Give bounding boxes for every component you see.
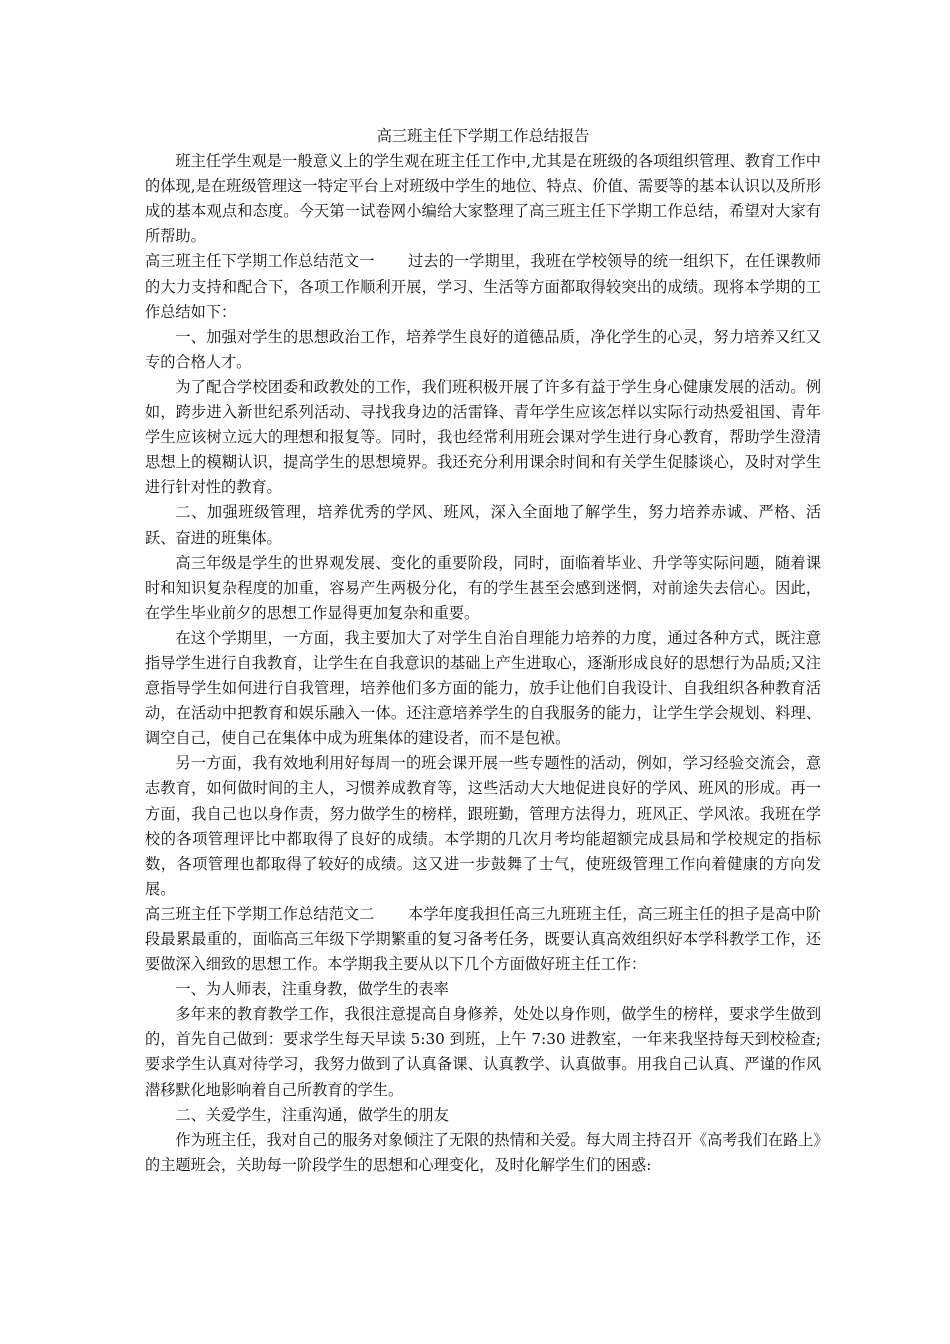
section-1-paragraph-1: 一、加强对学生的思想政治工作，培养学生良好的道德品质，净化学生的心灵，努力培养又红又专的合格人才。 bbox=[145, 327, 821, 371]
intro-paragraph: 班主任学生观是一般意义上的学生观在班主任工作中,尤其是在班级的各项组织管理、教育工作中的体现,是在班级管理这一特定平台上对班级中学生的地位、特点、价值、需要等的基本认识以及所形成的基本观点和态度。今天第一试卷网小编给大家整理了高三班主任下学期工作总结，希望对大家有所帮助。 bbox=[145, 152, 821, 246]
section-2-opening: 本学年度我担任高三九班班主任，高三班主任的担子是高中阶段最累最重的，面临高三年级下学期繁重的复习备考任务，既要认真高效组织好本学科教学工作，还要做深入细致的思想工作。本学期我主要从以下几个方面做好班主任工作： bbox=[145, 904, 822, 974]
section-2-lead bbox=[145, 902, 821, 977]
section-2-paragraph-1: 一、为人师表，注重身教，做学生的表率 bbox=[175, 980, 449, 999]
section-2-paragraph-4: 作为班主任，我对自己的服务对象倾注了无限的热情和关爱。每大周主持召开《高考我们在路上》的主题班会，关助每一阶段学生的思想和心理变化，及时化解学生们的困惑: bbox=[145, 1130, 821, 1174]
section-1-lead bbox=[145, 249, 821, 324]
section-2-paragraph-2: 多年来的教育教学工作，我很注意提高自身修养，处处以身作则，做学生的榜样，要求学生做到的，首先自己做到：要求学生每天早读 5:30 到班，上午 7:30 进教室，一年来我坚持每天到校检查;要求学生认真对待学习，我努力做到了认真备课、认真教学、认真做事。用我自己认真、严谨的作风潜移默化地影响着自己所教育的学生。 bbox=[145, 1005, 821, 1099]
section-2-paragraph-3: 二、关爱学生，注重沟通，做学生的朋友 bbox=[175, 1105, 449, 1124]
section-1-opening: 过去的一学期里，我班在学校领导的统一组织下，在任课教师的大力支持和配合下，各项工作顺利开展，学习、生活等方面都取得较突出的成绩。现将本学期的工作总结如下： bbox=[145, 252, 822, 321]
section-1-paragraph-2: 为了配合学校团委和政教处的工作，我们班积极开展了许多有益于学生身心健康发展的活动。例如，跨步进入新世纪系列活动、寻找我身边的活雷锋、青年学生应该怎样以实际行动热爱祖国、青年学生应该树立远大的理想和报复等。同时，我也经常利用班会课对学生进行身心教育，帮助学生澄清思想上的模糊认识，提高学生的思想境界。我还充分利用课余时间和有关学生促膝谈心，及时对学生进行针对性的教育。 bbox=[145, 377, 821, 497]
section-2-heading: 高三班主任下学期工作总结范文二 bbox=[145, 904, 375, 923]
document-title: 高三班主任下学期工作总结报告 bbox=[376, 127, 590, 145]
section-1-paragraph-5: 在这个学期里，一方面，我主要加大了对学生自治自理能力培养的力度，通过各种方式，既注意指导学生进行自我教育，让学生在自我意识的基础上产生进取心，逐渐形成良好的思想行为品质;又注意指导学生如何进行自我管理，培养他们多方面的能力，放手让他们自我设计、自我组织各种教育活动，在活动中把教育和娱乐融入一体。还注意培养学生的自我服务的能力，让学生学会规划、料理、调空自己，使自己在集体中成为班集体的建设者，而不是包袱。 bbox=[145, 628, 821, 748]
section-1-paragraph-4: 高三年级是学生的世界观发展、变化的重要阶段，同时，面临着毕业、升学等实际问题，随着课时和知识复杂程度的加重，容易产生两极分化，有的学生甚至会感到迷惘，对前途失去信心。因此，在学生毕业前夕的思想工作显得更加复杂和重要。 bbox=[145, 553, 821, 622]
section-1-paragraph-3: 二、加强班级管理，培养优秀的学风、班风，深入全面地了解学生，努力培养赤诚、严格、活跃、奋进的班集体。 bbox=[145, 503, 821, 547]
section-1-heading: 高三班主任下学期工作总结范文一 bbox=[145, 252, 375, 271]
document-page bbox=[145, 124, 821, 1178]
section-1-paragraph-6: 另一方面，我有效地利用好每周一的班会课开展一些专题性的活动，例如，学习经验交流会，意志教育，如何做时间的主人，习惯养成教育等，这些活动大大地促进良好的学风、班风的形成。再一方面，我自己也以身作责，努力做学生的榜样，跟班勤，管理方法得力，班风正、学风浓。我班在学校的各项管理评比中都取得了良好的成绩。本学期的几次月考均能超额完成县局和学校规定的指标数，各项管理也都取得了较好的成绩。这又进一步鼓舞了士气，使班级管理工作向着健康的方向发展。 bbox=[145, 754, 821, 898]
